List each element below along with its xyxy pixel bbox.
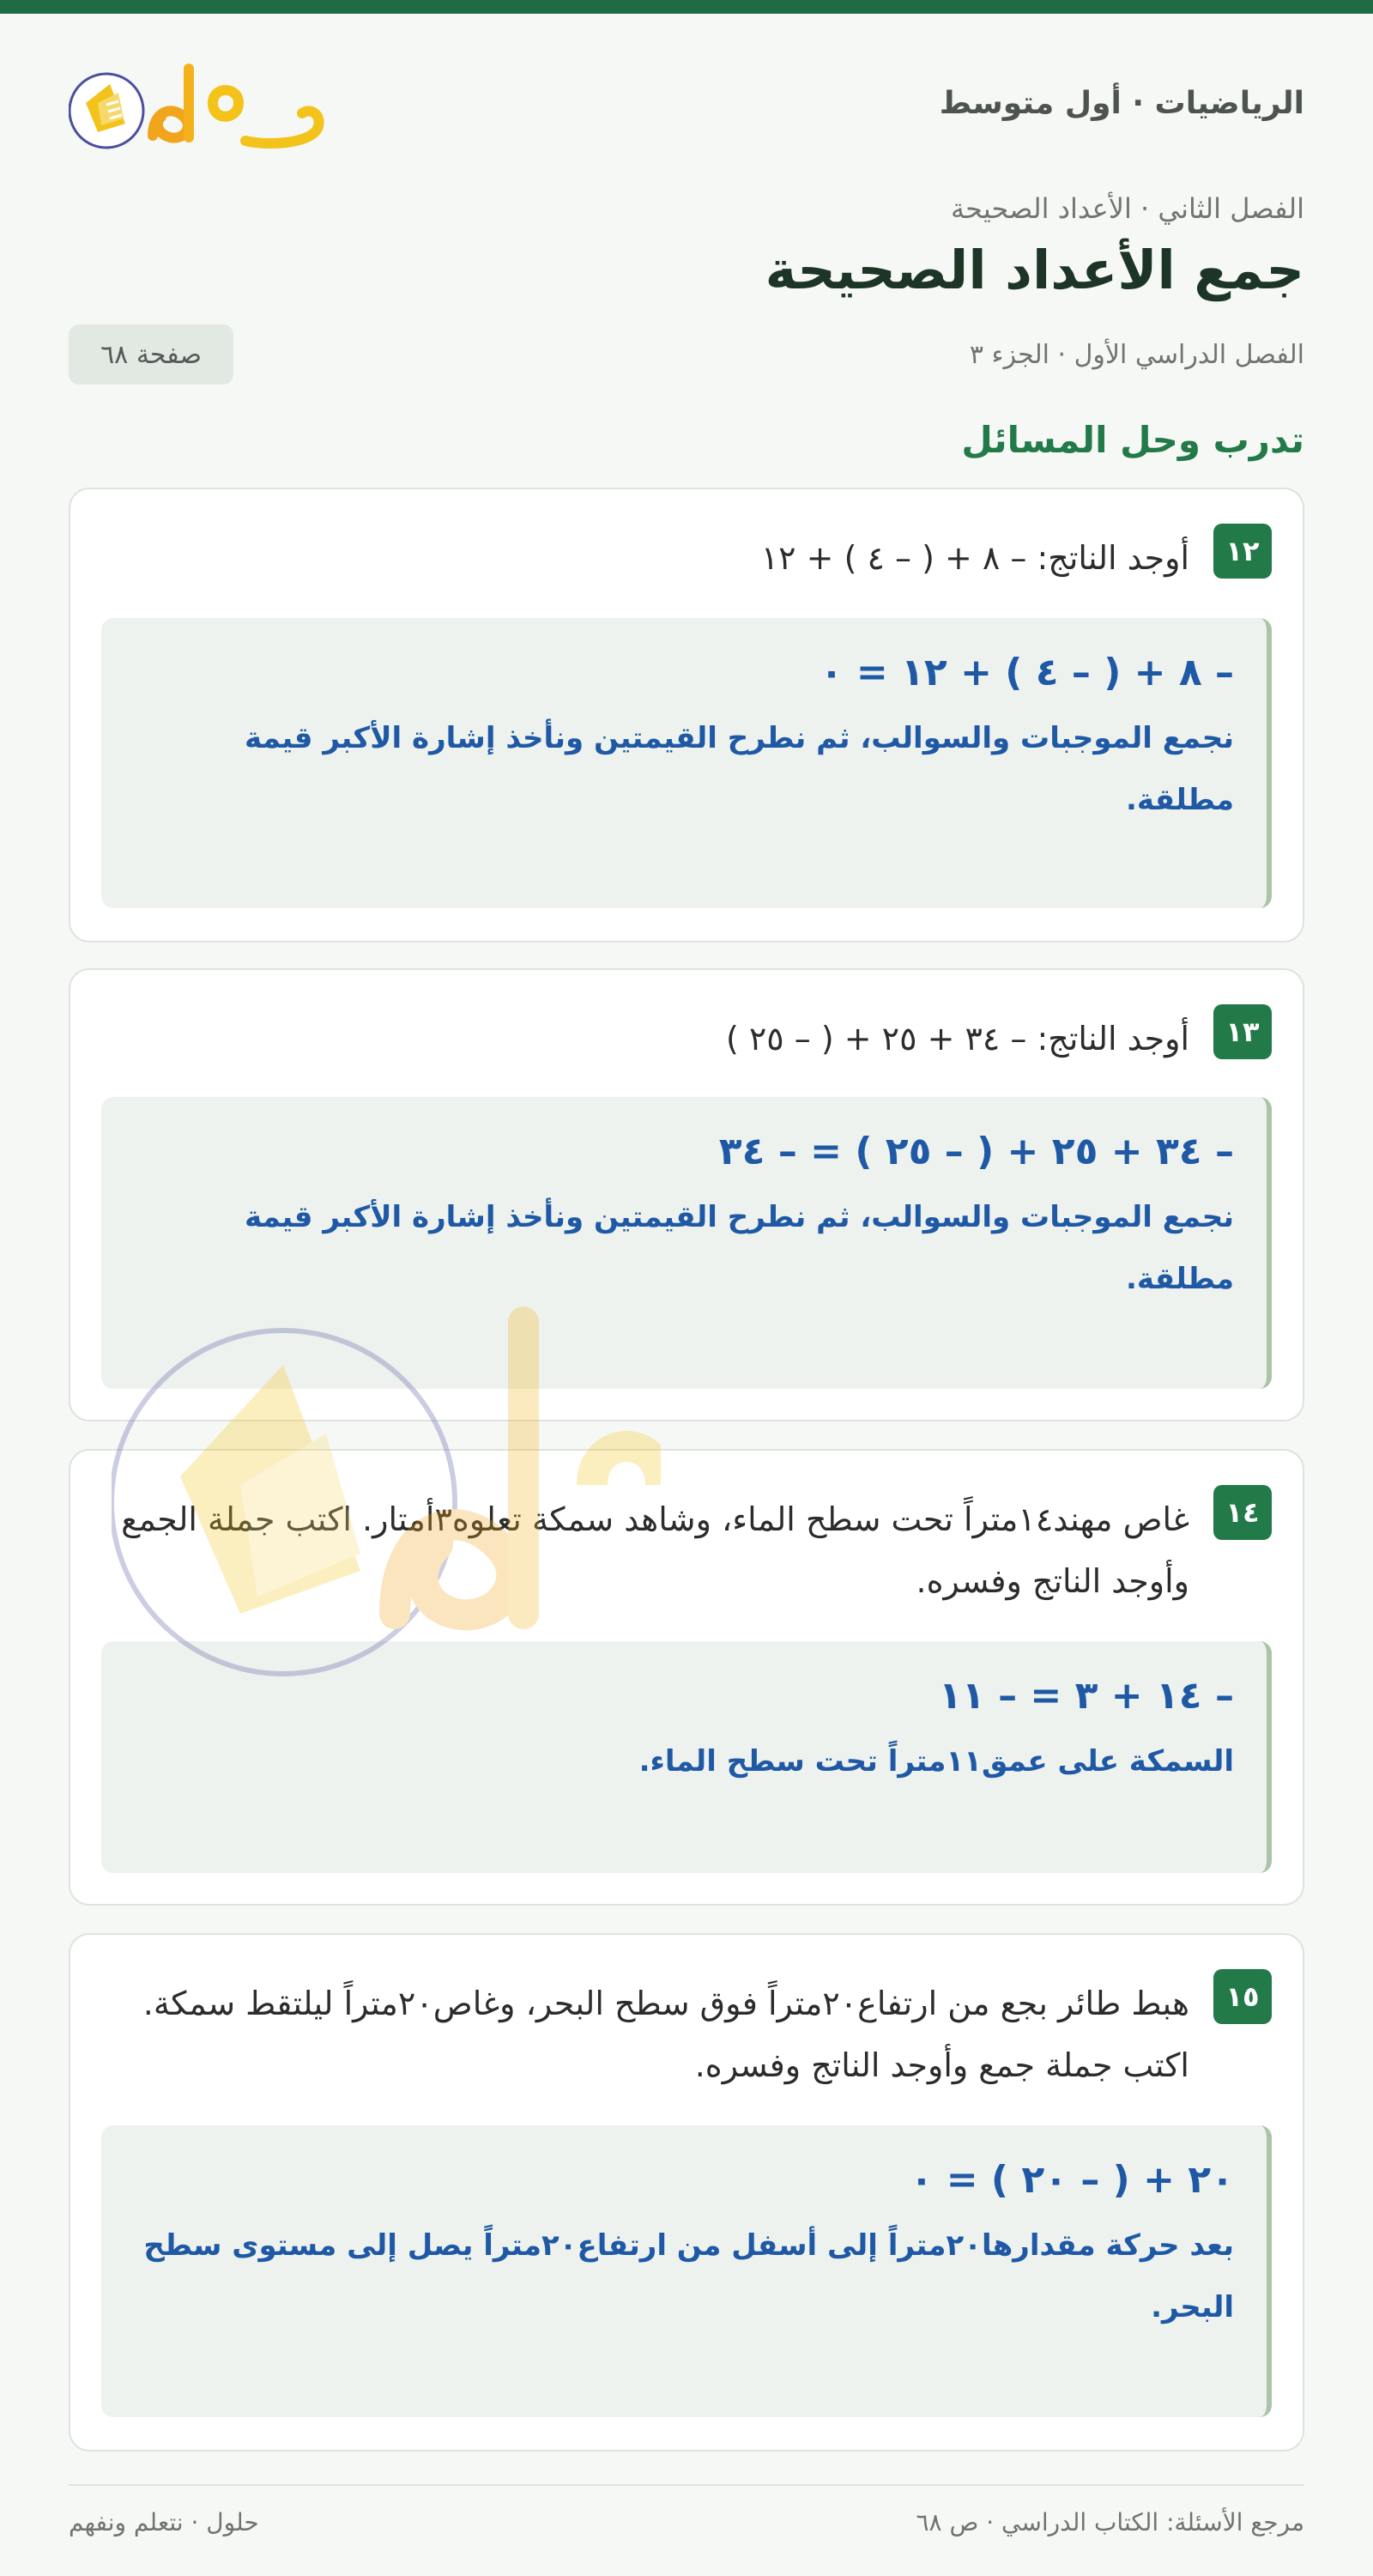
page-header bbox=[69, 52, 1304, 155]
answer-box bbox=[101, 2125, 1272, 2417]
page-number-badge: صفحة ٦٨ bbox=[69, 324, 233, 385]
subject-label: الرياضيات · أول متوسط bbox=[939, 86, 1304, 121]
top-accent-bar bbox=[0, 0, 1373, 14]
answer-equation: – ٣٤ + ٢٥ + ( – ٢٥ ) = – ٣٤ bbox=[718, 1130, 1234, 1173]
chapter-label: الفصل الثاني · الأعداد الصحيحة bbox=[951, 192, 1304, 225]
answer-box bbox=[101, 1097, 1272, 1389]
answer-equation: ٢٠ + ( – ٢٠ ) = ٠ bbox=[910, 2158, 1234, 2202]
footer-source: مرجع الأسئلة: الكتاب الدراسي · ص ٦٨ bbox=[916, 2508, 1304, 2537]
answer-explanation: بعد حركة مقدارها٢٠متراً إلى أسفل من ارتفاع٢٠متراً يصل إلى مستوى سطح البحر. bbox=[143, 2228, 1234, 2324]
answer-equation: – ٨ + ( – ٤ ) + ١٢ = ٠ bbox=[820, 651, 1234, 694]
problem-question: أوجد الناتج: – ٨ + ( – ٤ ) + ١٢ bbox=[760, 539, 1189, 577]
answer-explanation: السمكة على عمق١١متراً تحت سطح الماء. bbox=[638, 1744, 1234, 1779]
term-label: الفصل الدراسي الأول · الجزء ٣ bbox=[969, 340, 1304, 370]
problem-card-15 bbox=[69, 1933, 1304, 2452]
problem-number: ١٥ bbox=[1213, 1969, 1272, 2024]
page-title: جمع الأعداد الصحيحة bbox=[765, 239, 1304, 301]
answer-box bbox=[101, 1641, 1272, 1873]
answer-equation: – ١٤ + ٣ = – ١١ bbox=[939, 1674, 1234, 1718]
answer-explanation: نجمع الموجبات والسوالب، ثم نطرح القيمتين ونأخذ إشارة الأكبر قيمة مطلقة. bbox=[245, 721, 1234, 817]
answer-box bbox=[101, 618, 1272, 908]
problem-question: أوجد الناتج: – ٣٤ + ٢٥ + ( – ٢٥ ) bbox=[725, 1020, 1189, 1058]
problem-number: ١٣ bbox=[1213, 1004, 1272, 1059]
problem-card-14 bbox=[69, 1449, 1304, 1906]
problem-card-12 bbox=[69, 488, 1304, 943]
section-title: تدرب وحل المسائل bbox=[961, 419, 1304, 461]
problem-card-13 bbox=[69, 968, 1304, 1421]
answer-explanation: نجمع الموجبات والسوالب، ثم نطرح القيمتين ونأخذ إشارة الأكبر قيمة مطلقة. bbox=[245, 1200, 1234, 1296]
brand-logo bbox=[69, 52, 326, 155]
problem-question: غاص مهند١٤متراً تحت سطح الماء، وشاهد سمكة تعلوه٣أمتار. اكتب جملة الجمع وأوجد الناتج وفسره. bbox=[121, 1500, 1189, 1600]
footer-divider bbox=[69, 2484, 1304, 2486]
problem-number: ١٢ bbox=[1213, 524, 1272, 579]
problem-question: هبط طائر بجع من ارتفاع٢٠متراً فوق سطح البحر، وغاص٢٠متراً ليلتقط سمكة. اكتب جملة جمع وأوجد الناتج وفسره. bbox=[142, 1985, 1189, 2084]
footer-brand: حلول · نتعلم ونفهم bbox=[69, 2508, 259, 2537]
problem-number: ١٤ bbox=[1213, 1485, 1272, 1540]
